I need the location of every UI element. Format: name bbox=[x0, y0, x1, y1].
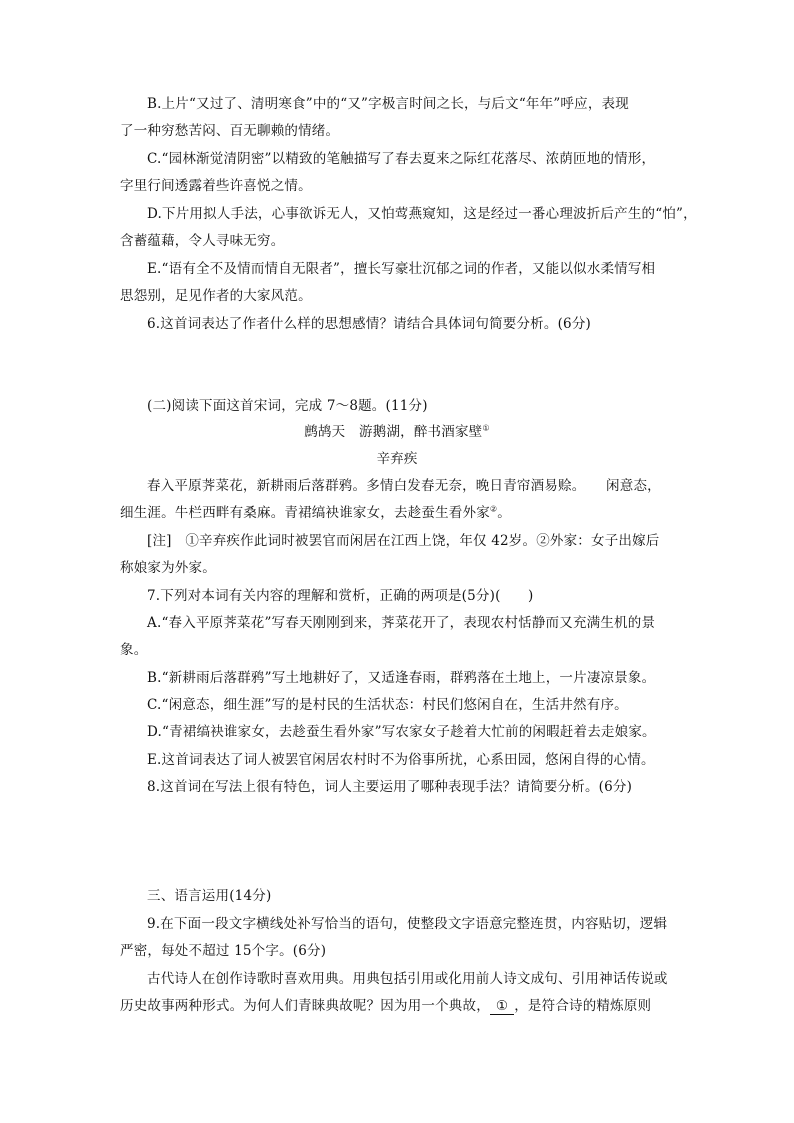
question-6: 6.这首词表达了作者什么样的思想感情？请结合具体词句简要分析。(6分) bbox=[147, 316, 592, 332]
poem-author: 辛弃疾 bbox=[376, 451, 418, 467]
note-line-1: [注] ①辛弃疾作此词时被罢官而闲居在江西上饶，年仅 42岁。②外家：女子出嫁后 bbox=[147, 533, 660, 549]
poem-line-2-text: 细生涯。牛栏西畔有桑麻。青裙缟袂谁家女，去趁蚕生看外家 bbox=[120, 505, 490, 521]
poem-title-text: 鹧鸪天 游鹅湖，醉书酒家壁 bbox=[304, 424, 483, 440]
option-e-line-1: E.“语有全不及情而情自无限者”，擅长写豪壮沉郁之词的作者，又能以似水柔情写相 bbox=[147, 261, 656, 277]
option-c-line-1: C.“园林渐觉清阴密”以精致的笔触描写了春去夏来之际红花落尽、浓荫匝地的情形， bbox=[147, 151, 656, 167]
poem-title-footnote-mark: ① bbox=[482, 423, 490, 433]
option-d-line-1: D.下片用拟人手法，心事欲诉无人，又怕莺燕窥知，这是经过一番心理波折后产生的“怕”， bbox=[147, 206, 697, 222]
option-c-line-2: 字里行间透露着些许喜悦之情。 bbox=[120, 178, 312, 194]
poem-line-2 bbox=[120, 503, 680, 523]
poem-line-2-footnote-mark: ② bbox=[489, 504, 498, 514]
option-b-line-2: 了一种穷愁苦闷、百无聊赖的情绪。 bbox=[120, 123, 340, 139]
question-9-line-1: 9.在下面一段文字横线处补写恰当的语句，使整段文字语意完整连贯，内容贴切，逻辑 bbox=[147, 916, 668, 932]
option-d-line-2: 含蓄蕴藉，令人寻味无穷。 bbox=[120, 233, 285, 249]
question-7: 7.下列对本词有关内容的理解和赏析，正确的两项是(5分)( ) bbox=[147, 588, 534, 604]
question-8: 8.这首词在写法上很有特色，词人主要运用了哪种表现手法？请简要分析。(6分) bbox=[147, 779, 633, 795]
passage-line-1: 古代诗人在创作诗歌时喜欢用典。用典包括引用或化用前人诗文成句、引用神话传说或 bbox=[147, 971, 668, 987]
q7-option-e: E.这首词表达了词人被罢官闲居农村时不为俗事所扰，心系田园，悠闲自得的心情。 bbox=[147, 752, 655, 768]
q7-option-b: B.“新耕雨后落群鸦”写土地耕好了，又适逢春雨，群鸦落在土地上，一片凄凉景象。 bbox=[147, 670, 656, 686]
passage-line-2-end: ，是符合诗的精炼原则 bbox=[514, 998, 652, 1014]
q7-option-a-line-2: 象。 bbox=[120, 642, 148, 658]
passage-line-2 bbox=[120, 996, 680, 1016]
option-b-line-1: B.上片“又过了、清明寒食”中的“又”字极言时间之长，与后文“年年”呼应，表现 bbox=[147, 96, 629, 112]
poem-line-2-end: 。 bbox=[497, 505, 511, 521]
question-9-line-2: 严密，每处不超过 15个字。(6分) bbox=[120, 943, 327, 959]
poem-title bbox=[0, 422, 794, 442]
q7-option-a-line-1: A.“春入平原荠菜花”写春天刚刚到来，荠菜花开了，表现农村恬静而又充满生机的景 bbox=[147, 615, 656, 631]
option-e-line-2: 思怨别，足见作者的大家风范。 bbox=[120, 288, 312, 304]
fill-in-blank-1[interactable]: ① bbox=[490, 998, 514, 1015]
section-2-heading: (二)阅读下面这首宋词，完成 7～8题。(11分) bbox=[147, 398, 428, 414]
poem-line-1: 春入平原荠菜花，新耕雨后落群鸦。多情白发春无奈，晚日青帘酒易赊。 闲意态， bbox=[147, 478, 661, 494]
q7-option-c: C.“闲意态，细生涯”写的是村民的生活状态：村民们悠闲自在，生活井然有序。 bbox=[147, 697, 628, 713]
section-3-heading: 三、语言运用(14分) bbox=[147, 888, 272, 904]
q7-option-d: D.“青裙缟袂谁家女，去趁蚕生看外家”写农家女子趁着大忙前的闲暇赶着去走娘家。 bbox=[147, 724, 656, 740]
note-line-2: 称娘家为外家。 bbox=[120, 560, 216, 576]
passage-line-2-start: 历史故事两种形式。为何人们青睐典故呢？因为用一个典故， bbox=[120, 998, 490, 1014]
